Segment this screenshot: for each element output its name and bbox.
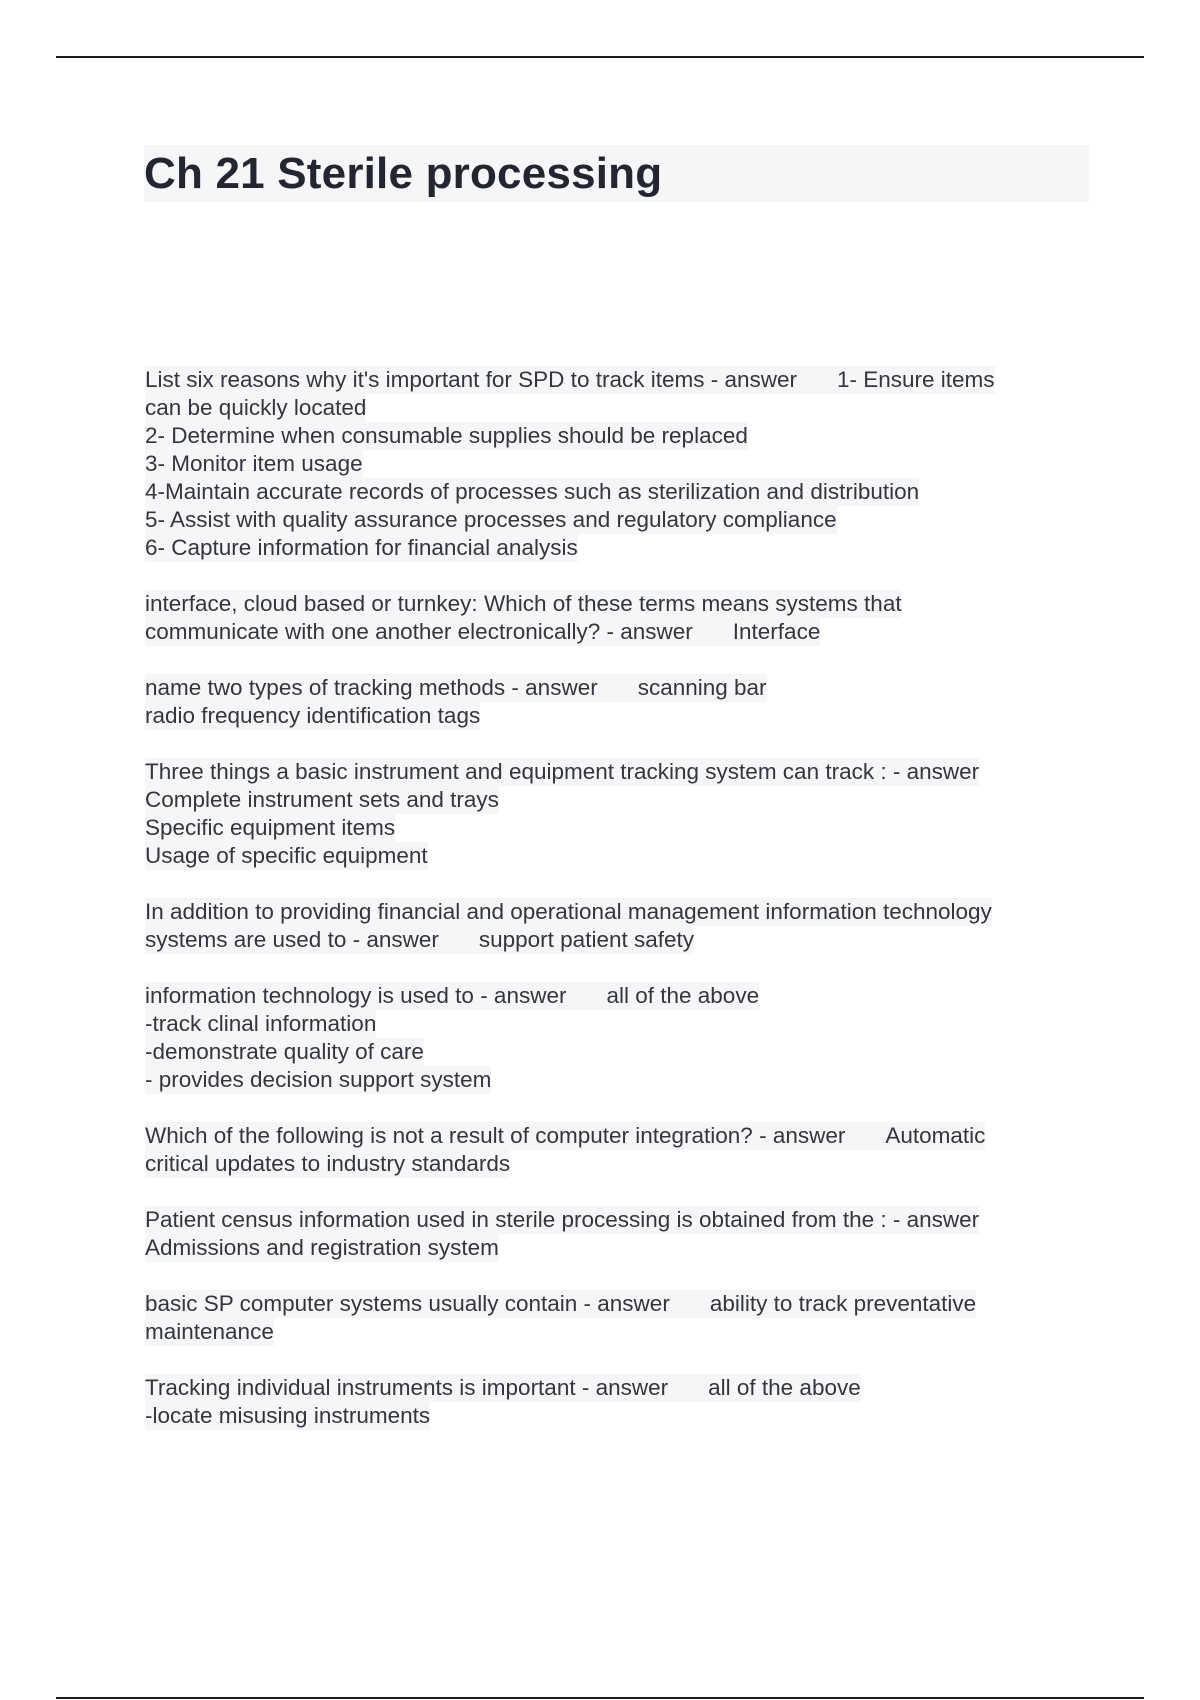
answer-line: can be quickly located (145, 395, 367, 420)
answer-line: 3- Monitor item usage (145, 451, 363, 476)
answer-line: Usage of specific equipment (145, 843, 428, 868)
answer-text: Interface (732, 619, 821, 644)
question-line: Patient census information used in sterile processing is obtained from the : - answer (145, 1207, 980, 1232)
answer-line: 5- Assist with quality assurance processes and regulatory compliance (145, 507, 837, 532)
answer-line: Specific equipment items (145, 815, 396, 840)
answer-text: Automatic (885, 1123, 986, 1148)
question-line (145, 982, 759, 1010)
answer-line: maintenance (145, 1319, 274, 1344)
title-block (144, 145, 1089, 202)
question-line: Three things a basic instrument and equipment tracking system can track : - answer (145, 759, 980, 784)
question-line (145, 674, 767, 702)
question-line: In addition to providing financial and operational management information technology (145, 899, 992, 924)
question-line: interface, cloud based or turnkey: Which of these terms means systems that (145, 591, 902, 616)
answer-text: scanning bar (637, 675, 767, 700)
question-text: name two types of tracking methods - answer (145, 675, 598, 700)
answer-line: 4-Maintain accurate records of processes such as sterilization and distribution (145, 479, 920, 504)
answer-line: - provides decision support system (145, 1067, 492, 1092)
qa-card (145, 1290, 1065, 1346)
qa-card (145, 898, 1065, 954)
question-text: Which of the following is not a result of computer integration? - answer (145, 1123, 846, 1148)
answer-line: radio frequency identification tags (145, 703, 481, 728)
question-line (145, 366, 995, 394)
question-text: basic SP computer systems usually contain - answer (145, 1291, 670, 1316)
question-text: systems are used to - answer (145, 927, 439, 952)
answer-text: all of the above (606, 983, 760, 1008)
question-line (145, 1374, 861, 1402)
qa-card (145, 1122, 1065, 1178)
question-line (145, 926, 694, 954)
qa-card (145, 982, 1065, 1094)
qa-card (145, 674, 1065, 730)
page-title: Ch 21 Sterile processing (144, 149, 663, 198)
answer-text: ability to track preventative (709, 1291, 977, 1316)
qa-card (145, 1374, 1065, 1430)
answer-line: Admissions and registration system (145, 1235, 499, 1260)
answer-text: all of the above (708, 1375, 861, 1400)
answer-text: 1- Ensure items (837, 367, 995, 392)
question-line (145, 1290, 976, 1318)
qa-card (145, 1206, 1065, 1262)
question-text: communicate with one another electronically? - answer (145, 619, 693, 644)
question-text: information technology is used to - answer (145, 983, 567, 1008)
qa-card (145, 758, 1065, 870)
qa-list (145, 366, 1065, 1458)
answer-line: 6- Capture information for financial analysis (145, 535, 578, 560)
question-text: List six reasons why it's important for SPD to track items - answer (145, 367, 797, 392)
question-line (145, 618, 820, 646)
qa-card (145, 366, 1065, 562)
qa-card (145, 590, 1065, 646)
question-text: Tracking individual instruments is important - answer (145, 1375, 669, 1400)
answer-text: support patient safety (478, 927, 695, 952)
answer-line: -locate misusing instruments (145, 1403, 431, 1428)
answer-line: 2- Determine when consumable supplies should be replaced (145, 423, 748, 448)
answer-line: -track clinal information (145, 1011, 377, 1036)
top-divider (56, 56, 1144, 58)
answer-line: -demonstrate quality of care (145, 1039, 424, 1064)
bottom-divider (56, 1697, 1144, 1699)
question-line (145, 1122, 985, 1150)
answer-line: critical updates to industry standards (145, 1151, 511, 1176)
answer-line: Complete instrument sets and trays (145, 787, 499, 812)
